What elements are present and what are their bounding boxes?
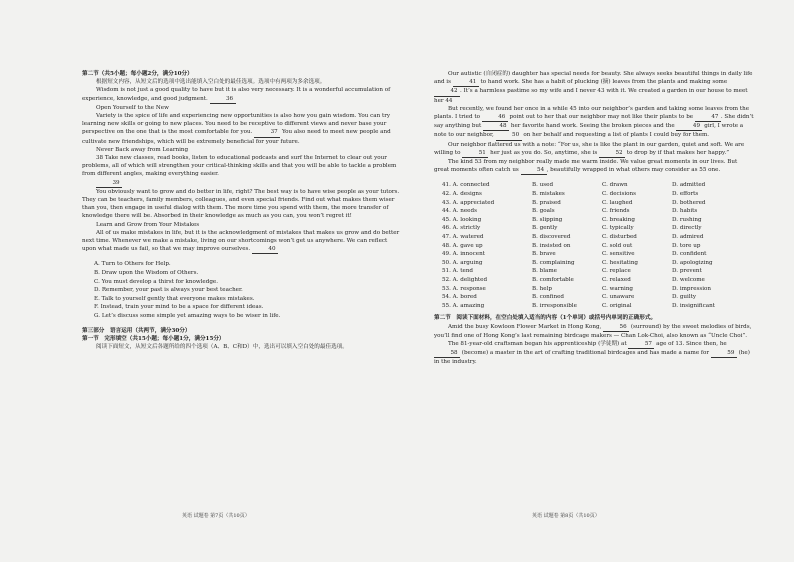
section2-title: 第二节 阅读下面材料，在空白处填入适当的内容（1个单词）或括号内单词的正确形式。 bbox=[434, 315, 657, 322]
cloze-paragraph-2 bbox=[434, 105, 754, 141]
blank-59: 59 bbox=[711, 349, 737, 358]
choice-row bbox=[434, 233, 742, 242]
choice-option: B. brave bbox=[532, 251, 556, 258]
cloze-text: Our neighbor flattered us with a note: “For us, she is like the plant in our garden, quiet and soft. We are willing to bbox=[434, 141, 745, 156]
cloze-text: to hand work. She has a habit of plucking (摘) leaves from the plants and making some bbox=[480, 79, 728, 86]
blank-38: 38 bbox=[96, 155, 104, 162]
page-footer-left: 英语 试题卷 第7页（共10页） bbox=[182, 513, 250, 519]
left-column bbox=[82, 70, 402, 351]
blank-45: 45 bbox=[569, 105, 577, 112]
choice-option: B. discovered bbox=[532, 234, 571, 240]
choice-option: B. complaining bbox=[532, 259, 575, 266]
cloze-paragraph-3 bbox=[434, 141, 754, 158]
cloze-text: on her behalf and requesting a list of plants I could buy for them. bbox=[523, 132, 710, 139]
cloze-text: point out to her that our neighbor may not like their plants to be bbox=[509, 114, 694, 121]
choice-row bbox=[434, 259, 742, 268]
choice-option: D. admired bbox=[672, 234, 704, 240]
blank-52: 52 bbox=[599, 149, 625, 158]
blank-37: 37 bbox=[254, 128, 280, 137]
grammar-text: The 81-year-old craftsman began his apprenticeship (学徒期) at bbox=[448, 340, 627, 347]
option-f: F. Instead, train your mind to be a space for different ideas. bbox=[94, 304, 264, 311]
cloze-text: girl, I wrote a note to our neighbor, bbox=[434, 123, 744, 139]
grammar-paragraph-1 bbox=[434, 323, 754, 340]
grammar-text: Amid the busy Kowloon Flower Market in Hong Kong, bbox=[448, 323, 602, 330]
choice-option: D. efforts bbox=[672, 191, 699, 198]
choice-option: C. relaxed bbox=[602, 276, 631, 283]
p4-text: All of us make mistakes in life, but it is the acknowledgment of mistakes that makes us grow and do better next time. Whenever we make a mistake, living on our shortcomings won’t get us anywhere. We can reflect upon what made us fail, so that we may improve ourselves. bbox=[82, 229, 400, 253]
blank-55: 55 bbox=[699, 167, 707, 174]
blank-44: 44 bbox=[445, 97, 453, 104]
choice-option: 43. A. appreciated bbox=[442, 199, 495, 206]
paragraph-2 bbox=[82, 154, 402, 179]
choice-option: D. guilty bbox=[672, 294, 697, 301]
choice-option: C. warning bbox=[602, 285, 634, 292]
blank-47: 47 bbox=[695, 113, 721, 122]
cloze-text: with it. We created a garden in our house to meet her bbox=[434, 88, 748, 104]
section-title: 第二节（共5小题；每小题2分，满分10分） bbox=[82, 71, 193, 77]
blank-36: 36 bbox=[210, 95, 236, 104]
choice-option: 54. A. bored bbox=[442, 294, 477, 301]
cloze-text: to drop by if that makes her happy.” bbox=[626, 149, 730, 156]
choice-option: 41. A. connected bbox=[442, 182, 490, 189]
blank-46: 46 bbox=[482, 113, 508, 122]
choice-option: B. irresponsible bbox=[532, 302, 577, 309]
part3-instruction: 阅读下面短文，从短文后各题所给的四个选项（A、B、C和D）中，选出可以填入空白处的最佳选项。 bbox=[96, 344, 348, 351]
choice-option: 48. A. gave up bbox=[442, 242, 483, 249]
choice-option: D. rushing bbox=[672, 216, 702, 223]
choice-option: B. blame bbox=[532, 268, 557, 275]
option-g: G. Let’s discuss some simple yet amazing ways to be wiser in life. bbox=[94, 313, 281, 320]
choice-option: B. praised bbox=[532, 199, 561, 206]
cloze-text: her favorite hand work. Seeing the broken pieces and the bbox=[510, 123, 675, 130]
choice-option: D. admitted bbox=[672, 182, 706, 189]
heading-1: Open Yourself to the New bbox=[96, 104, 169, 111]
cloze-text: , beautifully wrapped in what others may consider as bbox=[546, 167, 698, 174]
option-b: B. Draw upon the Wisdom of Others. bbox=[94, 270, 199, 277]
choice-option: 53. A. response bbox=[442, 285, 486, 292]
cloze-text: into our neighbor’s garden and taking some leaves from the plants. I tried to bbox=[434, 105, 750, 121]
blank-50: 50 bbox=[496, 131, 522, 140]
option-list bbox=[82, 260, 402, 320]
p2-text: Take new classes, read books, listen to educational podcasts and surf the Internet to clear out your problems, all of which will strengthen your critical-thinking skills and that you will be able to tackle a problem from different angles, making everything easier. bbox=[82, 155, 397, 178]
choice-option: C. breaking bbox=[602, 216, 635, 223]
grammar-text: (he) in the industry. bbox=[434, 350, 750, 366]
choice-option: D. prevent bbox=[672, 268, 702, 275]
heading-2: Never Back away from Learning bbox=[96, 146, 189, 153]
choice-option: 55. A. amazing bbox=[442, 302, 485, 309]
cloze-text: But recently, we found her once in a while bbox=[448, 105, 568, 112]
blank-54: 54 bbox=[521, 166, 547, 175]
choice-option: B. goals bbox=[532, 208, 555, 215]
choice-row bbox=[434, 293, 742, 302]
choice-row bbox=[434, 242, 742, 251]
choice-option: C. decisions bbox=[602, 191, 636, 198]
choice-row bbox=[434, 285, 742, 294]
right-column bbox=[434, 70, 754, 367]
cloze-text: Our autistic (自闭症的) daughter has special needs for beauty. She always seeks beautiful things in daily life and is bbox=[434, 71, 753, 86]
blank-49: 49 bbox=[676, 122, 702, 131]
cloze-text: . It’s a harmless pastime so my wife and I never bbox=[460, 88, 596, 95]
blank-53: 53 bbox=[474, 159, 482, 166]
cloze-paragraph-1 bbox=[434, 70, 754, 105]
choice-row bbox=[434, 181, 742, 190]
blank-51: 51 bbox=[462, 149, 488, 158]
blank-39: 39 bbox=[96, 179, 122, 188]
choice-option: B. insisted on bbox=[532, 242, 571, 249]
blank-58: 58 bbox=[434, 349, 460, 358]
page-footer-right: 英语 试题卷 第8页（共10页） bbox=[532, 513, 600, 519]
choice-row bbox=[434, 207, 742, 216]
intro-text: Wisdom is not just a good quality to have but it is also very necessary. It is a wonderful accumulation of experience, knowledge, and good judgment. bbox=[82, 87, 391, 102]
blank-39-line bbox=[82, 179, 402, 188]
choice-option: B. confined bbox=[532, 294, 564, 301]
choice-option: 44. A. needs bbox=[442, 208, 477, 215]
choice-option: C. unaware bbox=[602, 294, 635, 301]
choice-option: B. comfortable bbox=[532, 276, 574, 283]
choice-option: D. tore up bbox=[672, 242, 701, 249]
choice-option: 50. A. arguing bbox=[442, 259, 483, 266]
grammar-paragraph-2 bbox=[434, 340, 754, 367]
choice-option: C. hesitating bbox=[602, 259, 639, 266]
option-d: D. Remember, your past is always your best teacher. bbox=[94, 287, 243, 294]
cloze-text: one. bbox=[708, 167, 721, 174]
cloze-text: The kind bbox=[448, 159, 473, 166]
cloze-text: her just as you do. So, anytime, she is bbox=[490, 149, 598, 156]
choice-option: C. sold out bbox=[602, 242, 633, 249]
choice-option: D. directly bbox=[672, 225, 702, 232]
choice-option: D. confident bbox=[672, 251, 707, 258]
choice-option: B. used bbox=[532, 182, 554, 189]
choice-row bbox=[434, 250, 742, 259]
passage-intro bbox=[82, 86, 402, 103]
choice-option: 45. A. looking bbox=[442, 216, 482, 223]
p1-text-a: Variety is the spice of life and experiencing new opportunities is also how you gain wisdom. You can try learning new skills or going to new places. You need to be receptive to different views and never base your perspective on the one that is the most comfortable for you. bbox=[82, 113, 391, 136]
choice-row bbox=[434, 267, 742, 276]
choice-option: B. gently bbox=[532, 225, 558, 232]
choice-row bbox=[434, 276, 742, 285]
choice-option: B. mistakes bbox=[532, 191, 565, 198]
paragraph-1 bbox=[82, 112, 402, 146]
exam-sheet bbox=[62, 70, 754, 530]
choice-row bbox=[434, 216, 742, 225]
choice-option: D. bothered bbox=[672, 199, 706, 206]
paragraph-4 bbox=[82, 229, 402, 255]
choice-option: 42. A. designs bbox=[442, 191, 482, 198]
choice-option: C. typically bbox=[602, 225, 634, 232]
p1-text-b: You also need to meet new people and cultivate new friendships, which will be extremely beneficial for your future. bbox=[82, 129, 391, 145]
paragraph-3: You obviously want to grow and do better in life, right? The best way is to have wise people as your tutors. They can be teachers, family members, colleagues, and even special friends. Find out what makes them wiser than you, then engage in useful dialog with them. The more time you spend with them, the more transfer of knowledge there will be. Absorbed in their knowledge as much as you can, you won’t regret it! bbox=[82, 188, 400, 220]
grammar-text: age of 13. Since then, he bbox=[656, 340, 727, 347]
choice-row bbox=[434, 199, 742, 208]
blank-56: 56 bbox=[603, 323, 629, 332]
heading-3: Learn and Grow from Your Mistakes bbox=[96, 221, 200, 228]
option-e: E. Talk to yourself gently that everyone makes mistakes. bbox=[94, 295, 255, 302]
choice-option: D. welcome bbox=[672, 276, 705, 283]
choice-option: D. impression bbox=[672, 285, 712, 292]
blank-57: 57 bbox=[628, 340, 654, 349]
choice-option: D. habits bbox=[672, 208, 698, 215]
choice-option: C. disturbed bbox=[602, 234, 637, 240]
cloze-text: from my neighbor really made me warm inside. We value great moments in our lives. But great moments often catch us bbox=[434, 159, 738, 174]
choice-option: 51. A. tend bbox=[442, 268, 474, 275]
choice-option: C. friends bbox=[602, 208, 630, 215]
choice-option: C. laughed bbox=[602, 199, 633, 206]
part3-section1-title: 第一节 完形填空（共15小题；每小题1分，满分15分） bbox=[82, 335, 225, 342]
choice-option: 49. A. innocent bbox=[442, 251, 485, 258]
choice-option: D. insignificant bbox=[672, 302, 715, 309]
blank-40: 40 bbox=[252, 245, 278, 254]
choice-option: B. help bbox=[532, 285, 552, 292]
option-a: A. Turn to Others for Help. bbox=[94, 261, 171, 268]
choice-option: C. sensitive bbox=[602, 251, 635, 258]
blank-41: 41 bbox=[453, 78, 479, 87]
section-instruction: 根据短文内容，从短文后的选项中选出能填入空白处的最佳选项。选项中有两项为多余选项。 bbox=[96, 79, 326, 86]
option-c: C. You must develop a thirst for knowledge. bbox=[94, 278, 218, 285]
choice-option: C. original bbox=[602, 302, 632, 309]
cloze-paragraph-4 bbox=[434, 158, 754, 175]
choice-option: 47. A. watered bbox=[442, 234, 484, 240]
part3-title: 第三部分 语言运用（共两节，满分30分） bbox=[82, 327, 191, 334]
blank-43: 43 bbox=[597, 88, 605, 95]
grammar-text: (surround) by the sweet melodies of birds, you’ll find one of Hong Kong’s last remaining birdcage makers — Chan Lok-Choi, also known as “Uncle Choi”. bbox=[434, 323, 752, 339]
choice-option: D. apologizing bbox=[672, 259, 713, 266]
choice-option: C. replace bbox=[602, 268, 631, 275]
choice-row bbox=[434, 302, 742, 311]
blank-42: 42 bbox=[434, 87, 460, 96]
grammar-text: (become) a master in the art of crafting traditional birdcages and has made a name for bbox=[461, 350, 710, 357]
cloze-choices-table bbox=[434, 181, 742, 310]
cloze-text: . She didn’t say anything but bbox=[434, 114, 754, 130]
choice-option: B. slipping bbox=[532, 216, 563, 223]
choice-row bbox=[434, 190, 742, 199]
choice-row bbox=[434, 224, 742, 233]
choice-option: 52. A. delighted bbox=[442, 276, 488, 283]
choice-option: 46. A. strictly bbox=[442, 225, 481, 232]
choice-option: C. drawn bbox=[602, 182, 628, 189]
blank-48: 48 bbox=[483, 122, 509, 131]
